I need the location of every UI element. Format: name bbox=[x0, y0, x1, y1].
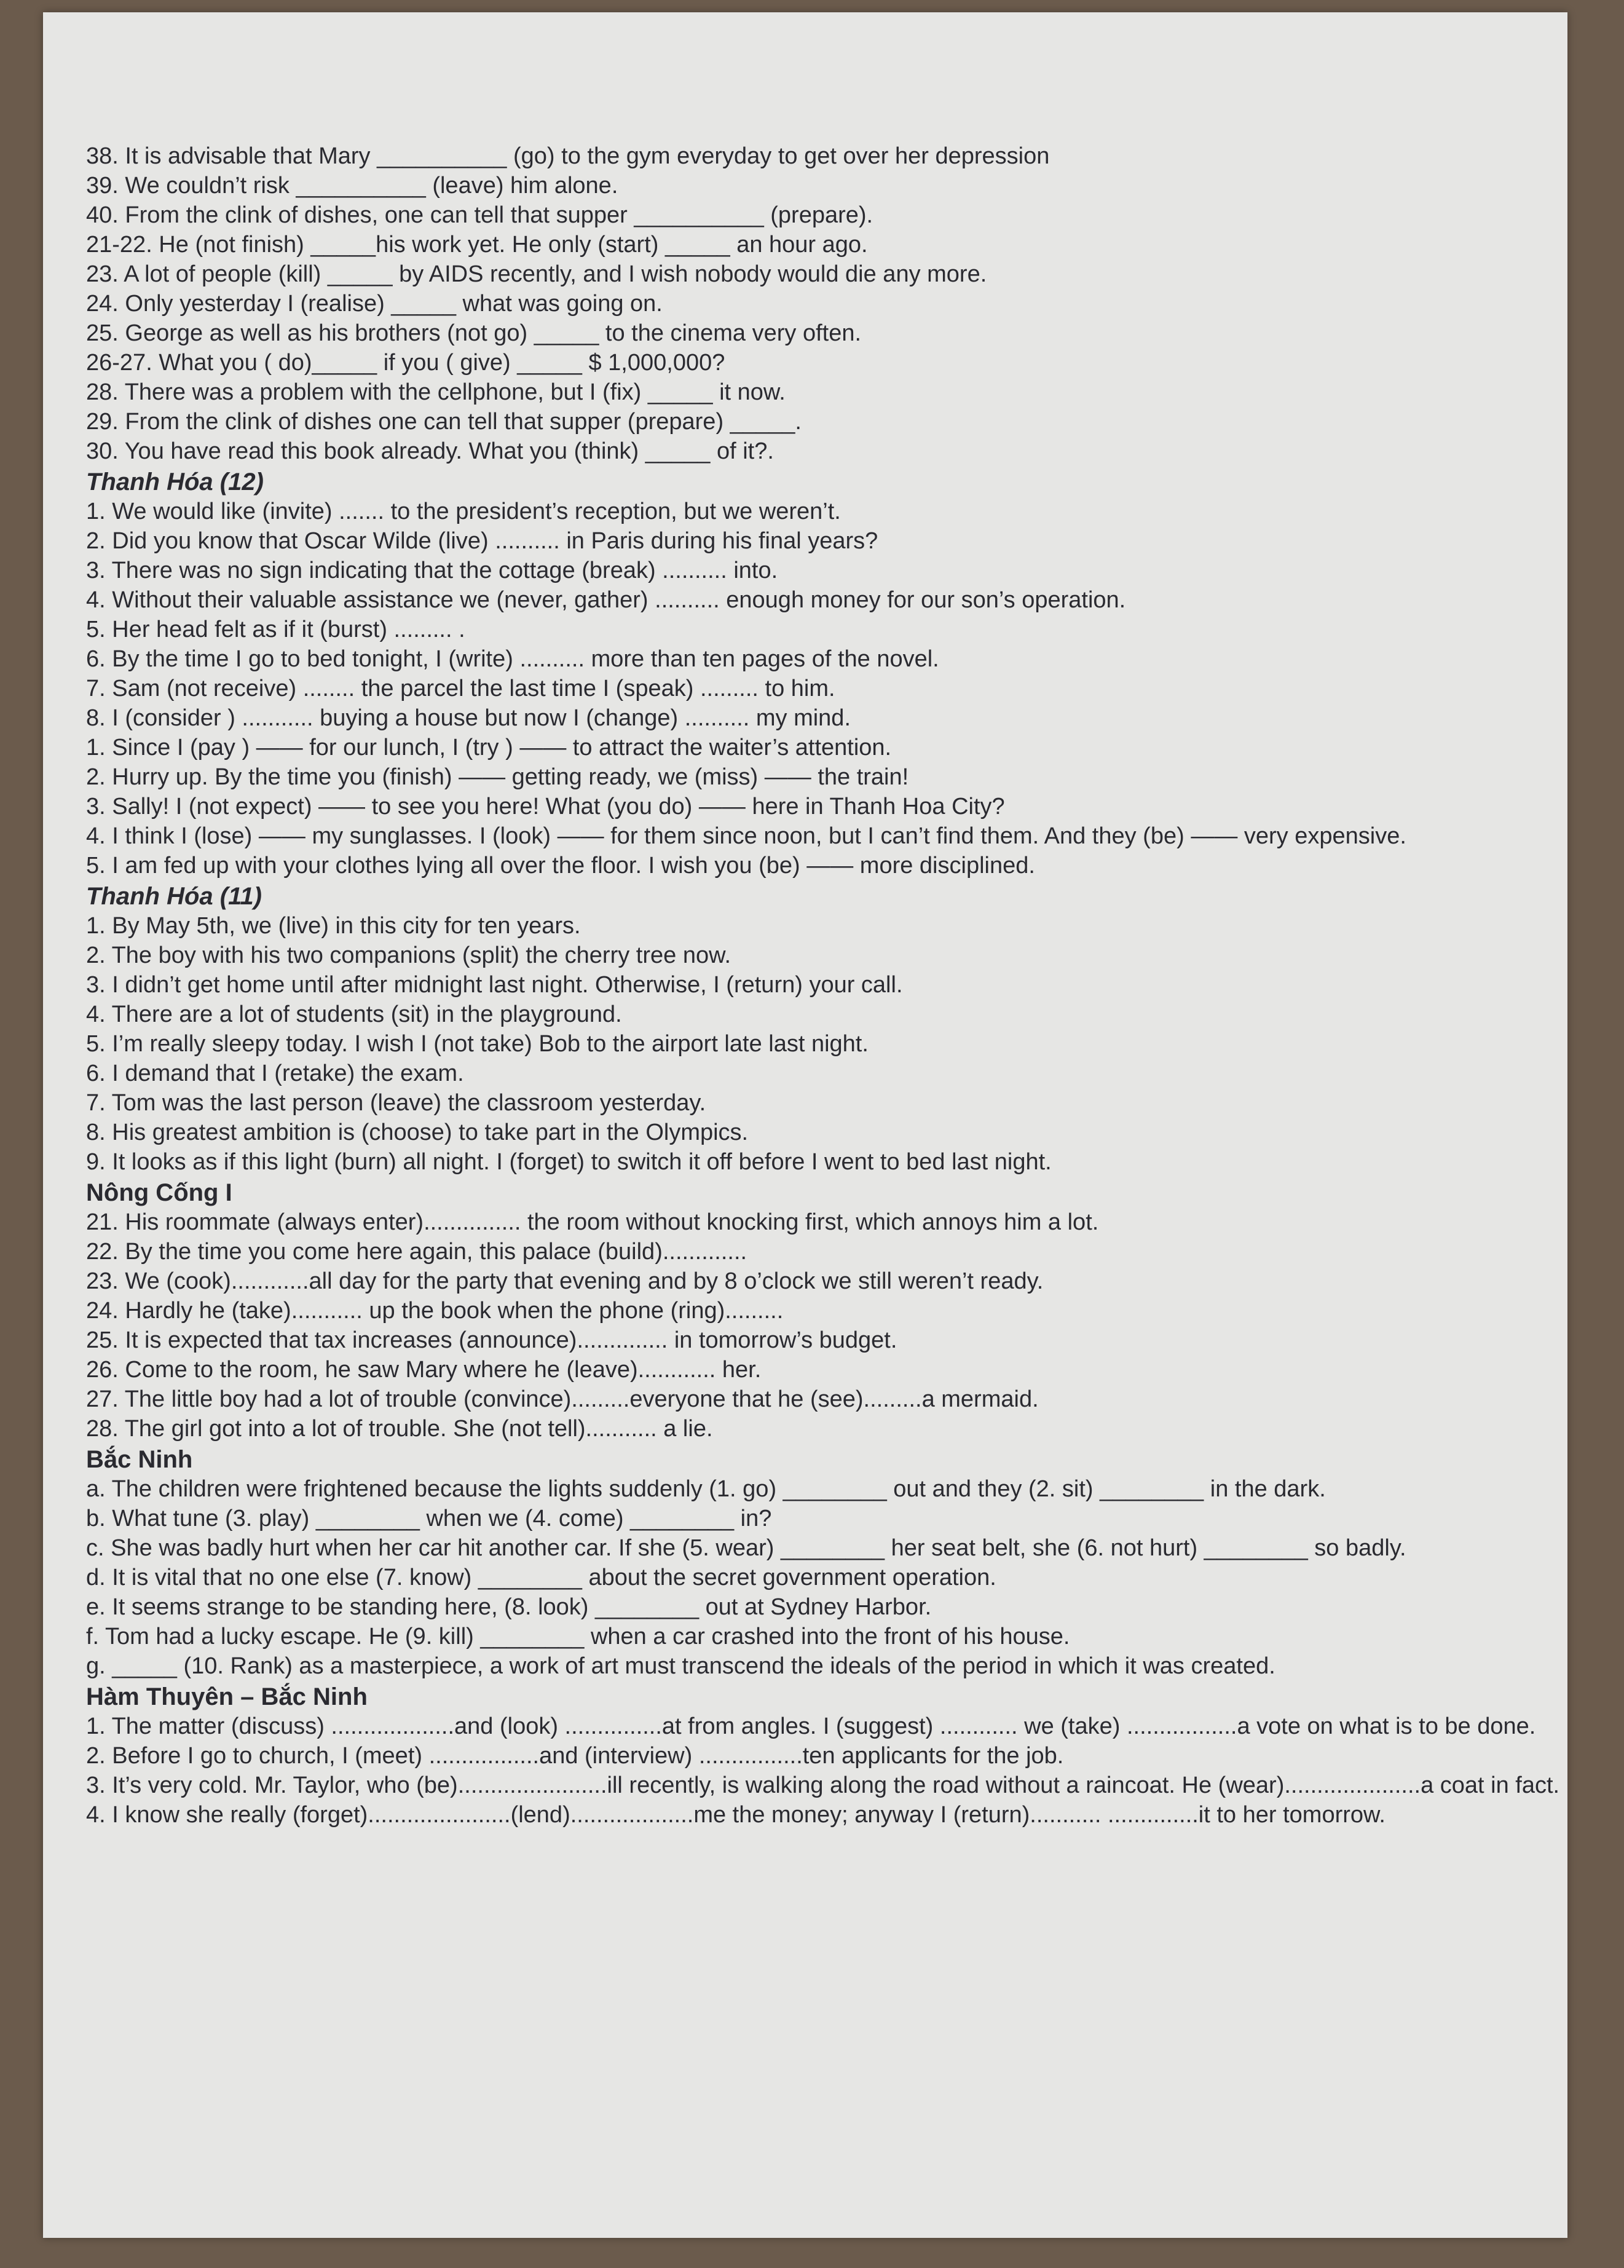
worksheet-content bbox=[86, 141, 1580, 1830]
exercise-item: 30. You have read this book already. What you (think) _____ of it?. bbox=[86, 438, 774, 464]
exercise-section bbox=[86, 467, 1580, 880]
exercise-item: g. _____ (10. Rank) as a masterpiece, a work of art must transcend the ideals of the period in which it was created. bbox=[86, 1653, 1275, 1679]
exercise-item: 24. Hardly he (take)........... up the book when the phone (ring)......... bbox=[86, 1298, 784, 1324]
exercise-item: 40. From the clink of dishes, one can tell that supper __________ (prepare). bbox=[86, 202, 873, 228]
exercise-item: 3. There was no sign indicating that the cottage (break) .......... into. bbox=[86, 558, 778, 583]
exercise-item: 1. By May 5th, we (live) in this city for ten years. bbox=[86, 913, 581, 939]
exercise-item: 24. Only yesterday I (realise) _____ what was going on. bbox=[86, 291, 663, 317]
exercise-item: 4. Without their valuable assistance we (never, gather) .......... enough money for our son’s operation. bbox=[86, 587, 1126, 613]
exercise-item: 29. From the clink of dishes one can tell that supper (prepare) _____. bbox=[86, 409, 802, 435]
exercise-item: 4. There are a lot of students (sit) in the playground. bbox=[86, 1002, 622, 1027]
exercise-section bbox=[86, 1682, 1580, 1830]
section-heading: Thanh Hóa (11) bbox=[86, 883, 262, 910]
exercise-section bbox=[86, 1178, 1580, 1444]
section-heading: Nông Cống I bbox=[86, 1179, 232, 1206]
exercise-item: 25. George as well as his brothers (not go) _____ to the cinema very often. bbox=[86, 320, 862, 346]
worksheet-page bbox=[43, 12, 1567, 2238]
section-heading: Hàm Thuyên – Bắc Ninh bbox=[86, 1683, 368, 1710]
exercise-item: 8. I (consider ) ........... buying a house but now I (change) .......... my mind. bbox=[86, 705, 851, 731]
exercise-item: 4. I think I (lose) —— my sunglasses. I (look) —— for them since noon, but I can’t find them. And they (be) —— very expensive. bbox=[86, 823, 1406, 849]
exercise-item: 5. Her head felt as if it (burst) ......... . bbox=[86, 617, 465, 642]
exercise-item: d. It is vital that no one else (7. know) ________ about the secret government operation. bbox=[86, 1565, 996, 1590]
exercise-item: 1. Since I (pay ) —— for our lunch, I (try ) —— to attract the waiter’s attention. bbox=[86, 735, 892, 761]
exercise-item: 27. The little boy had a lot of trouble (convince).........everyone that he (see).........a mermaid. bbox=[86, 1386, 1039, 1412]
exercise-item: 2. The boy with his two companions (split) the cherry tree now. bbox=[86, 942, 731, 968]
exercise-item: 3. It’s very cold. Mr. Taylor, who (be).......................ill recently, is walking along the road without a raincoat. He (wear).....................a coat in fact. bbox=[86, 1772, 1560, 1798]
section-heading: Bắc Ninh bbox=[86, 1446, 193, 1473]
exercise-item: 2. Did you know that Oscar Wilde (live) .......... in Paris during his final years? bbox=[86, 528, 878, 554]
exercise-item: 1. We would like (invite) ....... to the president’s reception, but we weren’t. bbox=[86, 499, 841, 524]
exercise-item: 28. The girl got into a lot of trouble. She (not tell)........... a lie. bbox=[86, 1416, 713, 1442]
exercise-item: 21-22. He (not finish) _____his work yet. He only (start) _____ an hour ago. bbox=[86, 232, 868, 258]
exercise-item: 3. I didn’t get home until after midnight last night. Otherwise, I (return) your call. bbox=[86, 972, 903, 998]
exercise-item: 5. I am fed up with your clothes lying all over the floor. I wish you (be) —— more disciplined. bbox=[86, 853, 1035, 879]
exercise-item: 4. I know she really (forget)......................(lend)...................me the money; anyway I (return)........... ..............it to her tomorrow. bbox=[86, 1802, 1386, 1828]
exercise-item: 5. I’m really sleepy today. I wish I (not take) Bob to the airport late last night. bbox=[86, 1031, 869, 1057]
exercise-item: 28. There was a problem with the cellphone, but I (fix) _____ it now. bbox=[86, 379, 786, 405]
exercise-item: 23. A lot of people (kill) _____ by AIDS recently, and I wish nobody would die any more. bbox=[86, 261, 987, 287]
exercise-section bbox=[86, 141, 1580, 466]
exercise-item: 7. Tom was the last person (leave) the classroom yesterday. bbox=[86, 1090, 706, 1116]
exercise-item: 21. His roommate (always enter)............... the room without knocking first, which annoys him a lot. bbox=[86, 1209, 1099, 1235]
exercise-item: 22. By the time you come here again, this palace (build)............. bbox=[86, 1239, 747, 1265]
exercise-item: 26. Come to the room, he saw Mary where he (leave)............ her. bbox=[86, 1357, 762, 1383]
exercise-item: 9. It looks as if this light (burn) all night. I (forget) to switch it off before I went to bed last night. bbox=[86, 1149, 1052, 1175]
exercise-item: 26-27. What you ( do)_____ if you ( give) _____ $ 1,000,000? bbox=[86, 350, 725, 376]
exercise-item: 7. Sam (not receive) ........ the parcel the last time I (speak) ......... to him. bbox=[86, 676, 835, 701]
exercise-item: 1. The matter (discuss) ...................and (look) ...............at from angles. I (suggest) ............ we (take) .................a vote on what is to be done. bbox=[86, 1713, 1536, 1739]
exercise-section bbox=[86, 1445, 1580, 1681]
exercise-item: 2. Hurry up. By the time you (finish) —— getting ready, we (miss) —— the train! bbox=[86, 764, 909, 790]
exercise-item: 23. We (cook)............all day for the party that evening and by 8 o’clock we still weren’t ready. bbox=[86, 1268, 1044, 1294]
exercise-item: f. Tom had a lucky escape. He (9. kill) ________ when a car crashed into the front of his house. bbox=[86, 1624, 1070, 1650]
exercise-section bbox=[86, 882, 1580, 1177]
exercise-item: 2. Before I go to church, I (meet) .................and (interview) ................ten applicants for the job. bbox=[86, 1743, 1064, 1769]
exercise-item: 3. Sally! I (not expect) —— to see you here! What (you do) —— here in Thanh Hoa City? bbox=[86, 794, 1005, 820]
exercise-item: 6. I demand that I (retake) the exam. bbox=[86, 1061, 464, 1086]
exercise-item: a. The children were frightened because the lights suddenly (1. go) ________ out and they (2. sit) ________ in the dark. bbox=[86, 1476, 1326, 1502]
exercise-item: c. She was badly hurt when her car hit another car. If she (5. wear) ________ her seat belt, she (6. not hurt) ________ so badly. bbox=[86, 1535, 1406, 1561]
exercise-item: 25. It is expected that tax increases (announce).............. in tomorrow’s budget. bbox=[86, 1327, 897, 1353]
exercise-item: e. It seems strange to be standing here, (8. look) ________ out at Sydney Harbor. bbox=[86, 1594, 932, 1620]
exercise-item: 39. We couldn’t risk __________ (leave) him alone. bbox=[86, 173, 618, 199]
exercise-item: 6. By the time I go to bed tonight, I (write) .......... more than ten pages of the novel. bbox=[86, 646, 939, 672]
exercise-item: b. What tune (3. play) ________ when we (4. come) ________ in? bbox=[86, 1506, 772, 1531]
section-heading: Thanh Hóa (12) bbox=[86, 468, 264, 496]
exercise-item: 8. His greatest ambition is (choose) to take part in the Olympics. bbox=[86, 1120, 749, 1145]
exercise-item: 38. It is advisable that Mary __________ (go) to the gym everyday to get over her depression bbox=[86, 143, 1050, 169]
